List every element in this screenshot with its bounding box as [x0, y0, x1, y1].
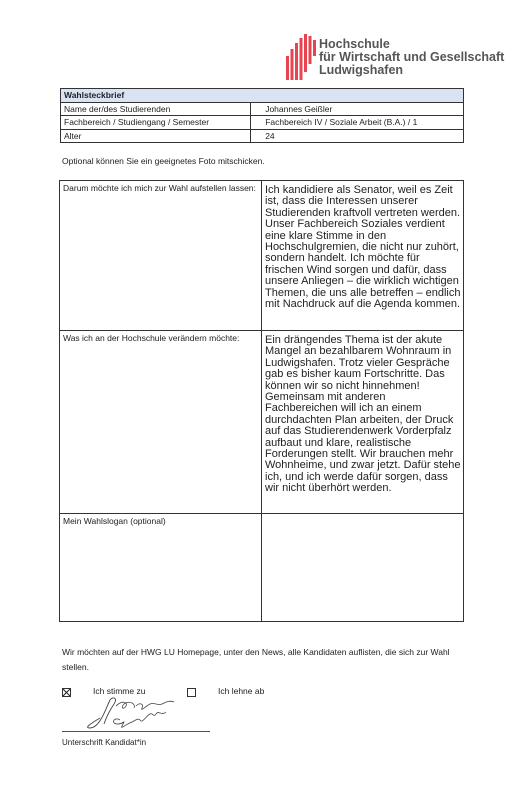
info-header-row [61, 89, 464, 103]
info-row [61, 129, 464, 143]
logo-line-1: Hochschule [319, 37, 390, 51]
signature-line [62, 731, 210, 732]
statement-answer: Ich kandidiere als Senator, weil es Zeit ist, dass die Interessen unserer Studierenden kraftvoll vertreten werden. Unser Fachbereich Soziales verdient eine klare Stimme in den Hochschulgremien, die nicht nur zuhört, sondern handelt. Ich möchte für frischen Wind sorgen und dafür, dass unsere Anliegen – die wirklich wichtigen Themen, die uns alle betreffen – endlich mit Nachdruck auf die Agenda kommen. [262, 181, 464, 331]
info-row [61, 102, 464, 116]
logo-line-3: Ludwigshafen [319, 63, 404, 77]
signature-label: Unterschrift Kandidat*in [62, 738, 147, 747]
logo-bars-icon [286, 34, 316, 82]
statement-row [60, 331, 464, 514]
decline-label: Ich lehne ab [218, 686, 265, 696]
info-row [61, 116, 464, 130]
agree-label: Ich stimme zu [93, 686, 146, 696]
homepage-note: Wir möchten auf der HWG LU Homepage, unter den News, alle Kandidaten auflisten, die sich zur Wahl stellen. [62, 647, 450, 672]
info-label: Fachbereich / Studiengang / Semester [61, 116, 251, 130]
info-label: Name der/des Studierenden [61, 102, 251, 116]
photo-note: Optional können Sie ein geeignetes Foto mitschicken. [62, 156, 265, 166]
info-title: Wahlsteckbrief [61, 89, 464, 103]
handwritten-signature [80, 694, 190, 730]
logo-line-2: für Wirtschaft und Gesellschaft [319, 50, 505, 64]
info-value: Fachbereich IV / Soziale Arbeit (B.A.) / 1 [251, 116, 464, 130]
statement-label: Was ich an der Hochschule verändern möchte: [60, 331, 262, 514]
logo-text [319, 38, 504, 77]
info-label: Alter [61, 129, 251, 143]
statement-label: Darum möchte ich mich zur Wahl aufstellen lassen: [60, 181, 262, 331]
info-value: 24 [251, 129, 464, 143]
statement-row [60, 514, 464, 622]
statement-answer [262, 514, 464, 622]
university-logo [286, 34, 505, 82]
info-table [60, 88, 464, 143]
statement-row [60, 181, 464, 331]
statement-label: Mein Wahlslogan (optional) [60, 514, 262, 622]
statement-answer: Ein drängendes Thema ist der akute Mangel an bezahlbarem Wohnraum in Ludwigshafen. Trotz vieler Gespräche gab es bisher kaum Fortschritte. Das können wir so nicht hinnehmen! Gemeinsam mit anderen Fachbereichen will ich an einem durchdachten Plan arbeiten, der Druck auf das Studierendenwerk Vorderpfalz aufbaut und klare, realistische Forderungen stellt. Wir brauchen mehr Wohnheime, und zwar jetzt. Dafür stehe ich, und ich werde dafür sorgen, dass wir nicht überhört werden. [262, 331, 464, 514]
info-value: Johannes Geißler [251, 102, 464, 116]
agree-checkbox[interactable] [62, 688, 71, 697]
cross-icon [63, 689, 70, 696]
statement-table [59, 180, 464, 622]
